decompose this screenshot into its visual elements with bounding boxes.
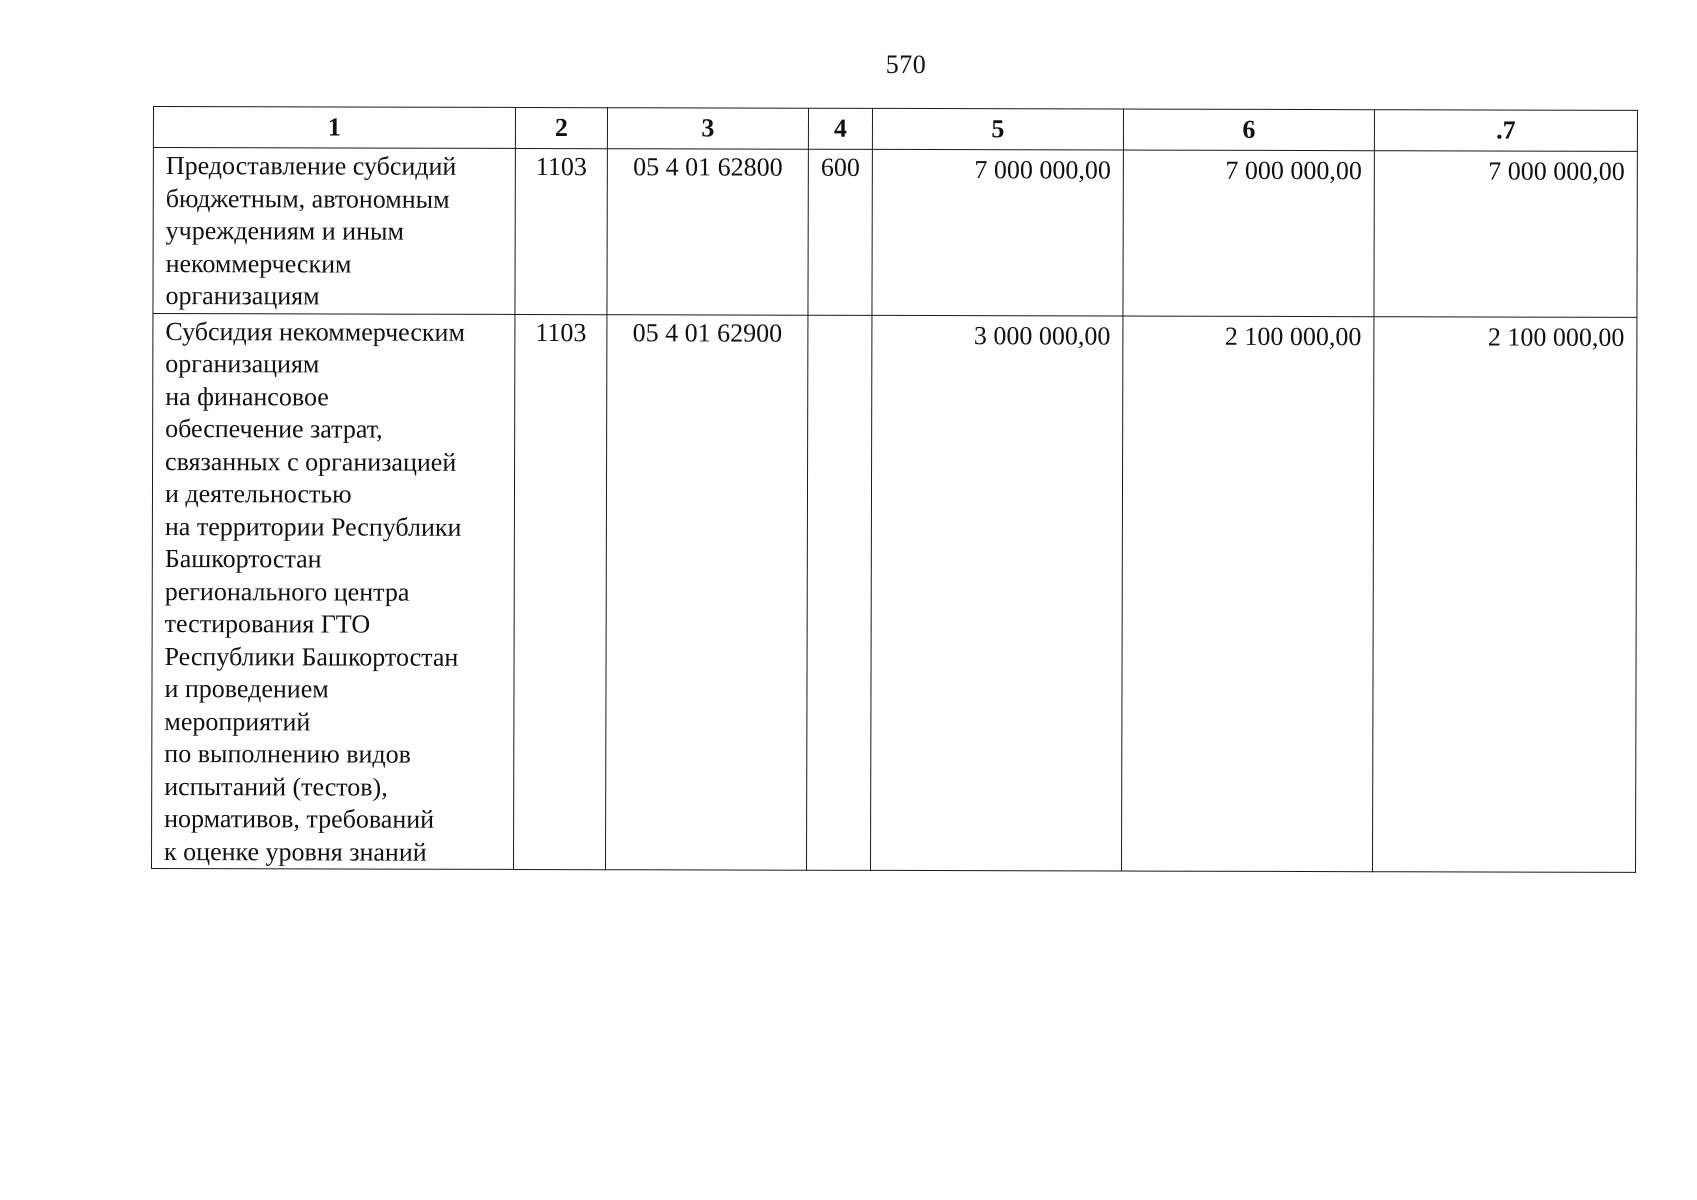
row-target-article: 05 4 01 62900	[606, 314, 808, 870]
row-expense-type: 600	[808, 149, 872, 315]
row-expense-type	[807, 315, 872, 871]
row-description: Субсидия некоммерческим организациям на финансовое обеспечение затрат, связанных с организацией и деятельностью на территории Республики Башкортостан регионального центра тестирования ГТО Республики Башкортостан и проведением мероприятий по выполнению видов испытаний (тестов), нормативов, требований к оценке уровня знаний	[152, 313, 515, 869]
header-row	[153, 107, 1637, 152]
row-amount-2: 2 100 000,00	[1122, 316, 1374, 872]
row-amount-3: 2 100 000,00	[1372, 316, 1636, 872]
column-header: 6	[1123, 109, 1374, 151]
column-header: 1	[153, 107, 515, 149]
budget-table	[151, 106, 1638, 873]
row-amount-3: 7 000 000,00	[1374, 151, 1637, 317]
column-header: .7	[1374, 110, 1637, 152]
row-target-article: 05 4 01 62800	[607, 149, 808, 315]
row-description: Предоставление субсидий бюджетным, автономным учреждениям и иным некоммерческим организациям	[153, 148, 515, 314]
row-section-code: 1103	[515, 148, 607, 314]
table-row	[153, 148, 1637, 317]
row-section-code: 1103	[514, 314, 607, 870]
column-header: 4	[808, 108, 872, 149]
row-amount-2: 7 000 000,00	[1123, 150, 1374, 316]
column-header: 3	[607, 108, 808, 150]
row-amount-1: 3 000 000,00	[871, 315, 1123, 871]
column-header: 5	[872, 108, 1123, 150]
page-number: 570	[885, 50, 927, 79]
table-row	[152, 313, 1637, 872]
column-header: 2	[515, 107, 607, 148]
row-amount-1: 7 000 000,00	[872, 149, 1123, 315]
